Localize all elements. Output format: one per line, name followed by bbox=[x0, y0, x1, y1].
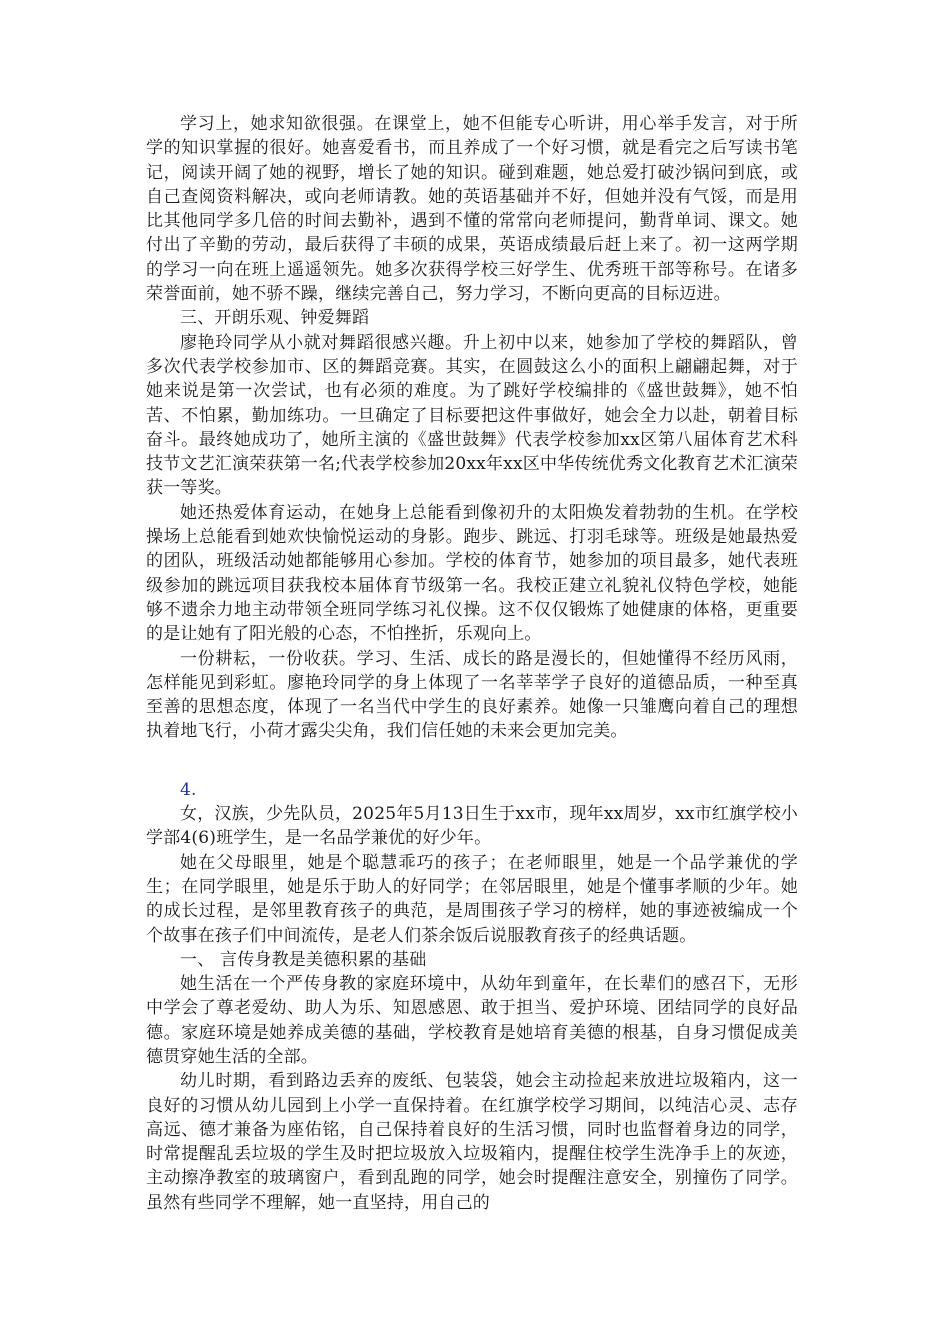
section-number: 4. bbox=[180, 779, 197, 800]
section-heading-family: 一、 言传身教是美德积累的基础 bbox=[180, 949, 427, 970]
paragraph-dance: 廖艳玲同学从小就对舞蹈很感兴趣。升上初中以来，她参加了学校的舞蹈队，曾多次代表学校参加市、区的舞蹈竞赛。其实，在圆鼓这么小的面积上翩翩起舞，对于她来说是第一次尝试，也有必须的难度。为了跳好学校编排的《盛世鼓舞》，她不怕苦、不怕累，勤加练功。一旦确定了目标要把这件事做好，她会全力以赴，朝着目标奋斗。最终她成功了，她所主演的《盛世鼓舞》代表学校参加xx区第八届体育艺术科技节文艺汇演荣获第一名;代表学校参加20xx年xx区中华传统优秀文化教育艺术汇演荣获一等奖。 bbox=[146, 332, 798, 499]
paragraph-summary: 一份耕耘，一份收获。学习、生活、成长的路是漫长的，但她懂得不经历风雨，怎样能见到彩虹。廖艳玲同学的身上体现了一名莘莘学子良好的道德品质，一种至真至善的思想态度，体现了一名当代中学生的良好素养。她像一只雏鹰向着自己的理想执着地飞行，小荷才露尖尖角，我们信任她的未来会更加完美。 bbox=[146, 648, 798, 742]
paragraph-sports: 她还热爱体育运动，在她身上总能看到像初升的太阳焕发着勃勃的生机。在学校操场上总能看到她欢快愉悦运动的身影。跑步、跳远、打羽毛球等。班级是她最热爱的团队，班级活动她都能够用心参加。学校的体育节，她参加的项目最多，她代表班级参加的跳远项目获我校本届体育节级第一名。我校正建立礼貌礼仪特色学校，她能够不遗余力地主动带领全班同学练习礼仪操。这不仅仅锻炼了她健康的体格，更重要的是让她有了阳光般的心态，不怕挫折，乐观向上。 bbox=[146, 502, 798, 645]
paragraph-study: 学习上，她求知欲很强。在课堂上，她不但能专心听讲，用心举手发言，对于所学的知识掌握的很好。她喜爱看书，而且养成了一个好习惯，就是看完之后写读书笔记，阅读开阔了她的视野，增长了她的知识。碰到难题，她总爱打破沙锅问到底，或自己查阅资料解决，或向老师请教。她的英语基础并不好，但她并没有气馁，而是用比其他同学多几倍的时间去勤补，遇到不懂的常常向老师提问，勤背单词、课文。她付出了辛勤的劳动，最后获得了丰硕的成果，英语成绩最后赶上来了。初一这两学期的学习一向在班上遥遥领先。她多次获得学校三好学生、优秀班干部等称号。在诸多荣誉面前，她不骄不躁，继续完善自己，努力学习，不断向更高的目标迈进。 bbox=[146, 114, 798, 305]
paragraph-eyes: 她在父母眼里，她是个聪慧乖巧的孩子；在老师眼里，她是一个品学兼优的学生；在同学眼里，她是乐于助人的好同学；在邻居眼里，她是个懂事孝顺的少年。她的成长过程，是邻里教育孩子的典范，是周围孩子学习的榜样，她的事迹被编成一个个故事在孩子们中间流传，是老人们茶余饭后说服教育孩子的经典话题。 bbox=[146, 852, 798, 946]
paragraph-intro: 女，汉族，少先队员，2025年5月13日生于xx市，现年xx周岁，xx市红旗学校小学部4(6)班学生，是一名品学兼优的好少年。 bbox=[146, 804, 798, 849]
section-heading-dance: 三、开朗乐观、钟爱舞蹈 bbox=[180, 308, 370, 329]
paragraph-family: 她生活在一个严传身教的家庭环境中，从幼年到童年，在长辈们的感召下，无形中学会了尊老爱幼、助人为乐、知恩感恩、敢于担当、爱护环境、团结同学的良好品德。家庭环境是她养成美德的基础，学校教育是她培育美德的根基，自身习惯促成美德贯穿她生活的全部。 bbox=[146, 974, 798, 1067]
document-body bbox=[146, 112, 798, 1215]
paragraph-childhood: 幼儿时期，看到路边丢弃的废纸、包装袋，她会主动捡起来放进垃圾箱内，这一良好的习惯从幼儿园到上小学一直保持着。在红旗学校学习期间，以纯洁心灵、志存高远、德才兼备为座佑铭，自己保持着良好的生活习惯，同时也监督着身边的同学，时常提醒乱丢垃圾的学生及时把垃圾放入垃圾箱内，提醒住校学生洗净手上的灰迹，主动擦净教室的玻璃窗户，看到乱跑的同学，她会时提醒注意安全，别撞伤了同学。虽然有些同学不理解，她一直坚持，用自己的 bbox=[146, 1071, 798, 1213]
